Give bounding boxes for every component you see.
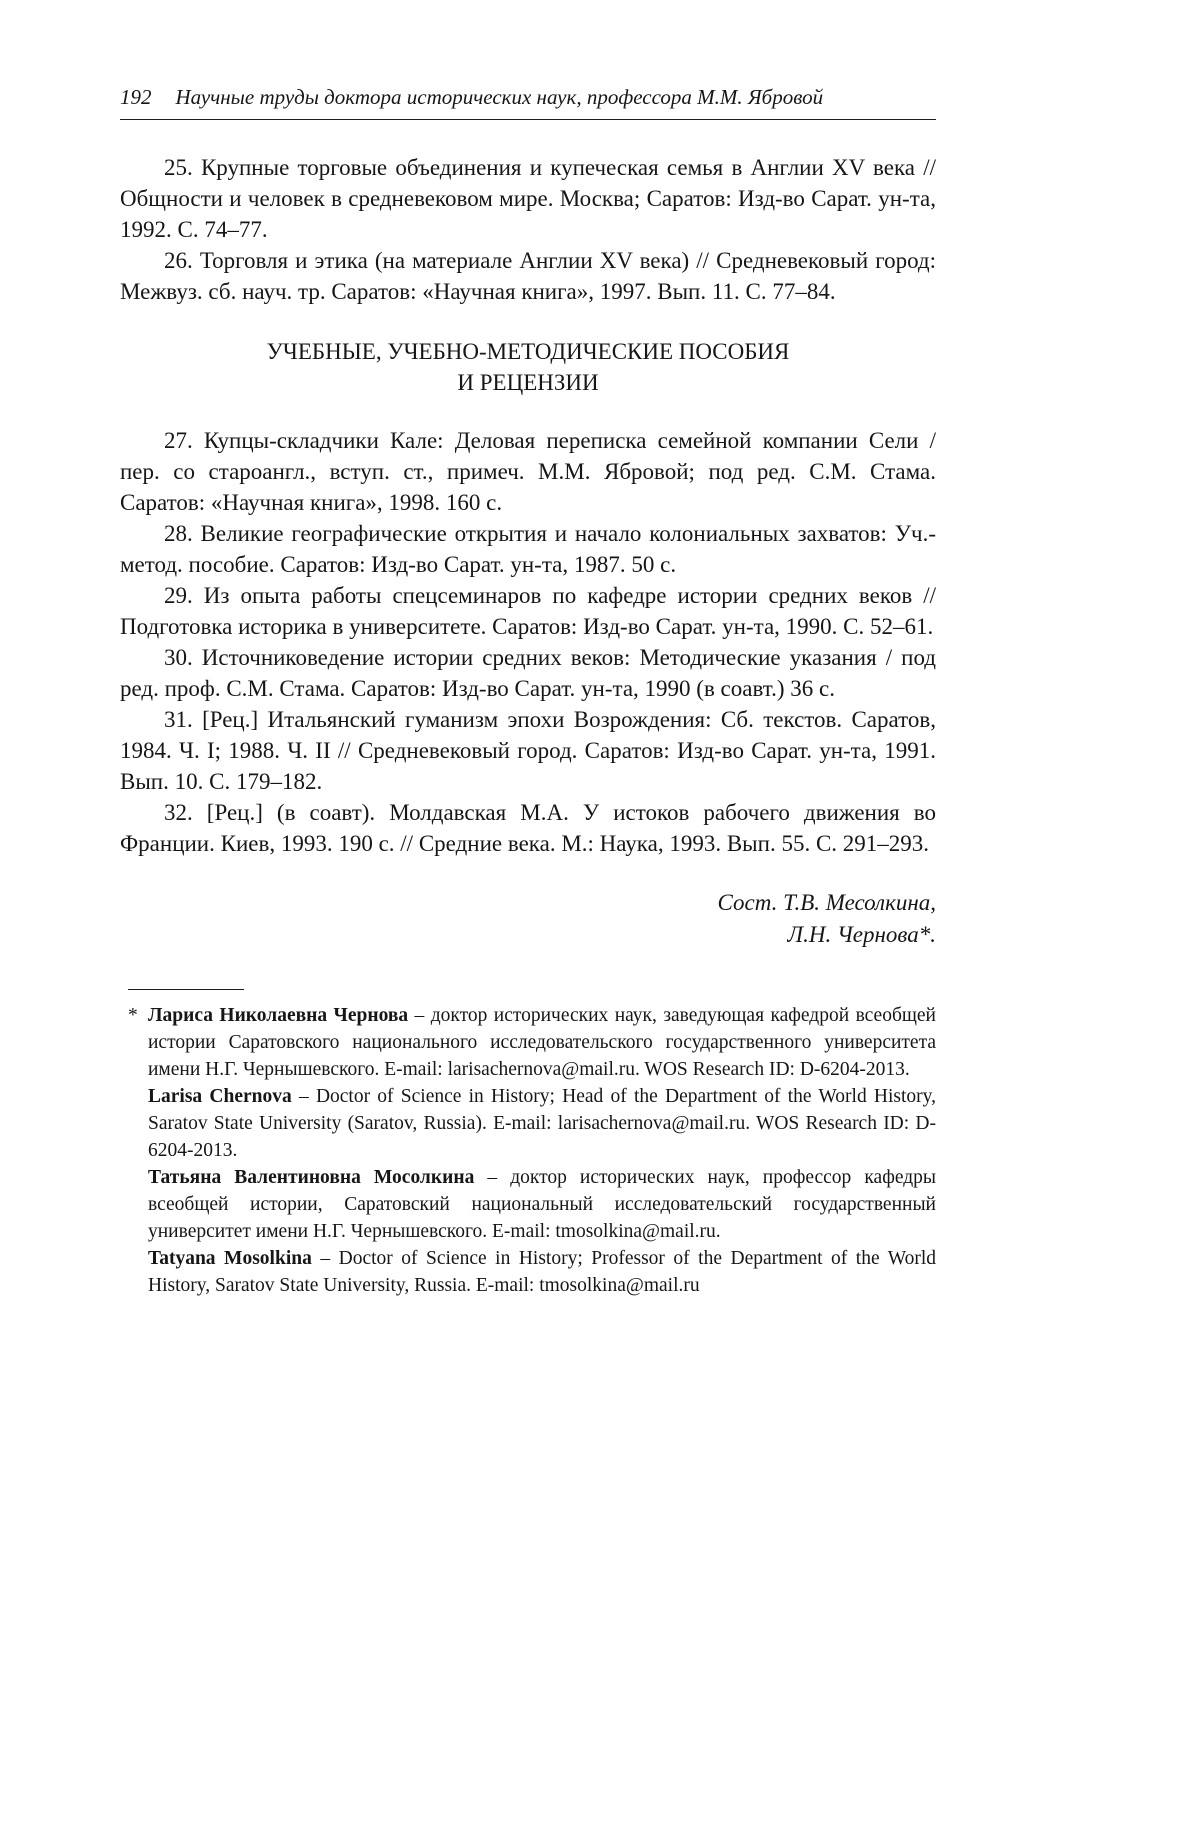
footnote-entry-chernova-en [148,1083,936,1164]
bibliography-item-30: 30. Источниковедение истории средних веков: Методические указания / под ред. проф. С.М. Стама. Саратов: Изд-во Сарат. ун-та, 1990 (в соавт.) 36 с. [120,645,936,701]
footnote-text: – Doctor of Science in History; Head of the Department of the World History, Saratov State University (Saratov, Russia). E-mail: larisachernova@mail.ru. WOS Research ID: D-6204-2013. [148,1086,937,1161]
footnote-person-name: Tatyana Mosolkina [148,1248,312,1269]
footnote-person-name: Larisa Chernova [148,1086,292,1107]
bibliography-item-26: 26. Торговля и этика (на материале Англии XV века) // Средневековый город: Межвуз. сб. науч. тр. Саратов: «Научная книга», 1997. Вып. 11. С. 77–84. [120,248,936,304]
page-header [120,84,936,110]
bibliography-item-28: 28. Великие географические открытия и начало колониальных захватов: Уч.-метод. пособие. Саратов: Изд-во Сарат. ун-та, 1987. 50 с. [120,521,936,577]
footnote-text: – Doctor of Science in History; Professor of the Department of the World History, Saratov State University, Russia. E-mail: tmosolkina@mail.ru [148,1248,937,1296]
footnote-marker: * [128,1005,138,1026]
footnote-person-name: Татьяна Валентиновна Мосолкина [148,1167,475,1188]
bibliography-item-32: 32. [Рец.] (в соавт). Молдавская М.А. У истоков рабочего движения во Франции. Киев, 1993. 190 с. // Средние века. М.: Наука, 1993. Вып. 55. С. 291–293. [120,800,936,856]
bibliography-item-27: 27. Купцы-складчики Кале: Деловая переписка семейной компании Сели / пер. со староангл., вступ. ст., примеч. М.М. Ябровой; под ред. С.М. Стама. Саратов: «Научная книга», 1998. 160 с. [120,428,936,515]
bibliography-item-31: 31. [Рец.] Итальянский гуманизм эпохи Возрождения: Сб. текстов. Саратов, 1984. Ч. I; 1988. Ч. II // Средневековый город. Саратов: Изд-во Сарат. ун-та, 1991. Вып. 10. С. 179–182. [120,707,936,794]
section-heading [120,336,936,398]
footnote-person-name: Лариса Николаевна Чернова [148,1005,409,1026]
footnotes-block [128,989,937,1299]
footnote-text: – доктор исторических наук, заведующая кафедрой всеобщей истории Саратовского национального исследовательского государственного университета имени Н.Г. Чернышевского. E-mail: larisachernova@mail.ru. WOS Research ID: D-6204-2013. [148,1005,936,1080]
bibliography-item-25: 25. Крупные торговые объединения и купеческая семья в Англии XV века // Общности и человек в средневековом мире. Москва; Саратов: Изд-во Сарат. ун-та, 1992. С. 74–77. [120,155,936,242]
section-heading-line-2: И РЕЦЕНЗИИ [457,370,599,395]
bibliography-list [120,152,936,951]
compilers-line-1: Сост. Т.В. Месолкина, [717,890,936,915]
footnote-text: – доктор исторических наук, профессор кафедры всеобщей истории, Саратовский национальный исследовательский государственный университет имени Н.Г. Чернышевского. E-mail: tmosolkina@mail.ru. [148,1167,936,1242]
header-rule [120,119,936,120]
section-heading-line-1: УЧЕБНЫЕ, УЧЕБНО-МЕТОДИЧЕСКИЕ ПОСОБИЯ [266,339,790,364]
page-content [120,84,936,1299]
bibliography-item-29: 29. Из опыта работы спецсеминаров по кафедре истории средних веков // Подготовка историка в университете. Саратов: Изд-во Сарат. ун-та, 1990. С. 52–61. [120,583,936,639]
footnote-entry-chernova-ru [128,1002,936,1083]
compilers-line-2: Л.Н. Чернова*. [787,922,936,947]
running-title: Научные труды доктора исторических наук, профессора М.М. Ябровой [175,85,824,109]
footnote-rule [128,989,244,990]
footnote-entry-mosolkina-en [148,1245,936,1299]
compilers-block [120,887,936,951]
footnote-entry-mosolkina-ru [148,1164,936,1245]
page-number: 192 [120,85,152,109]
